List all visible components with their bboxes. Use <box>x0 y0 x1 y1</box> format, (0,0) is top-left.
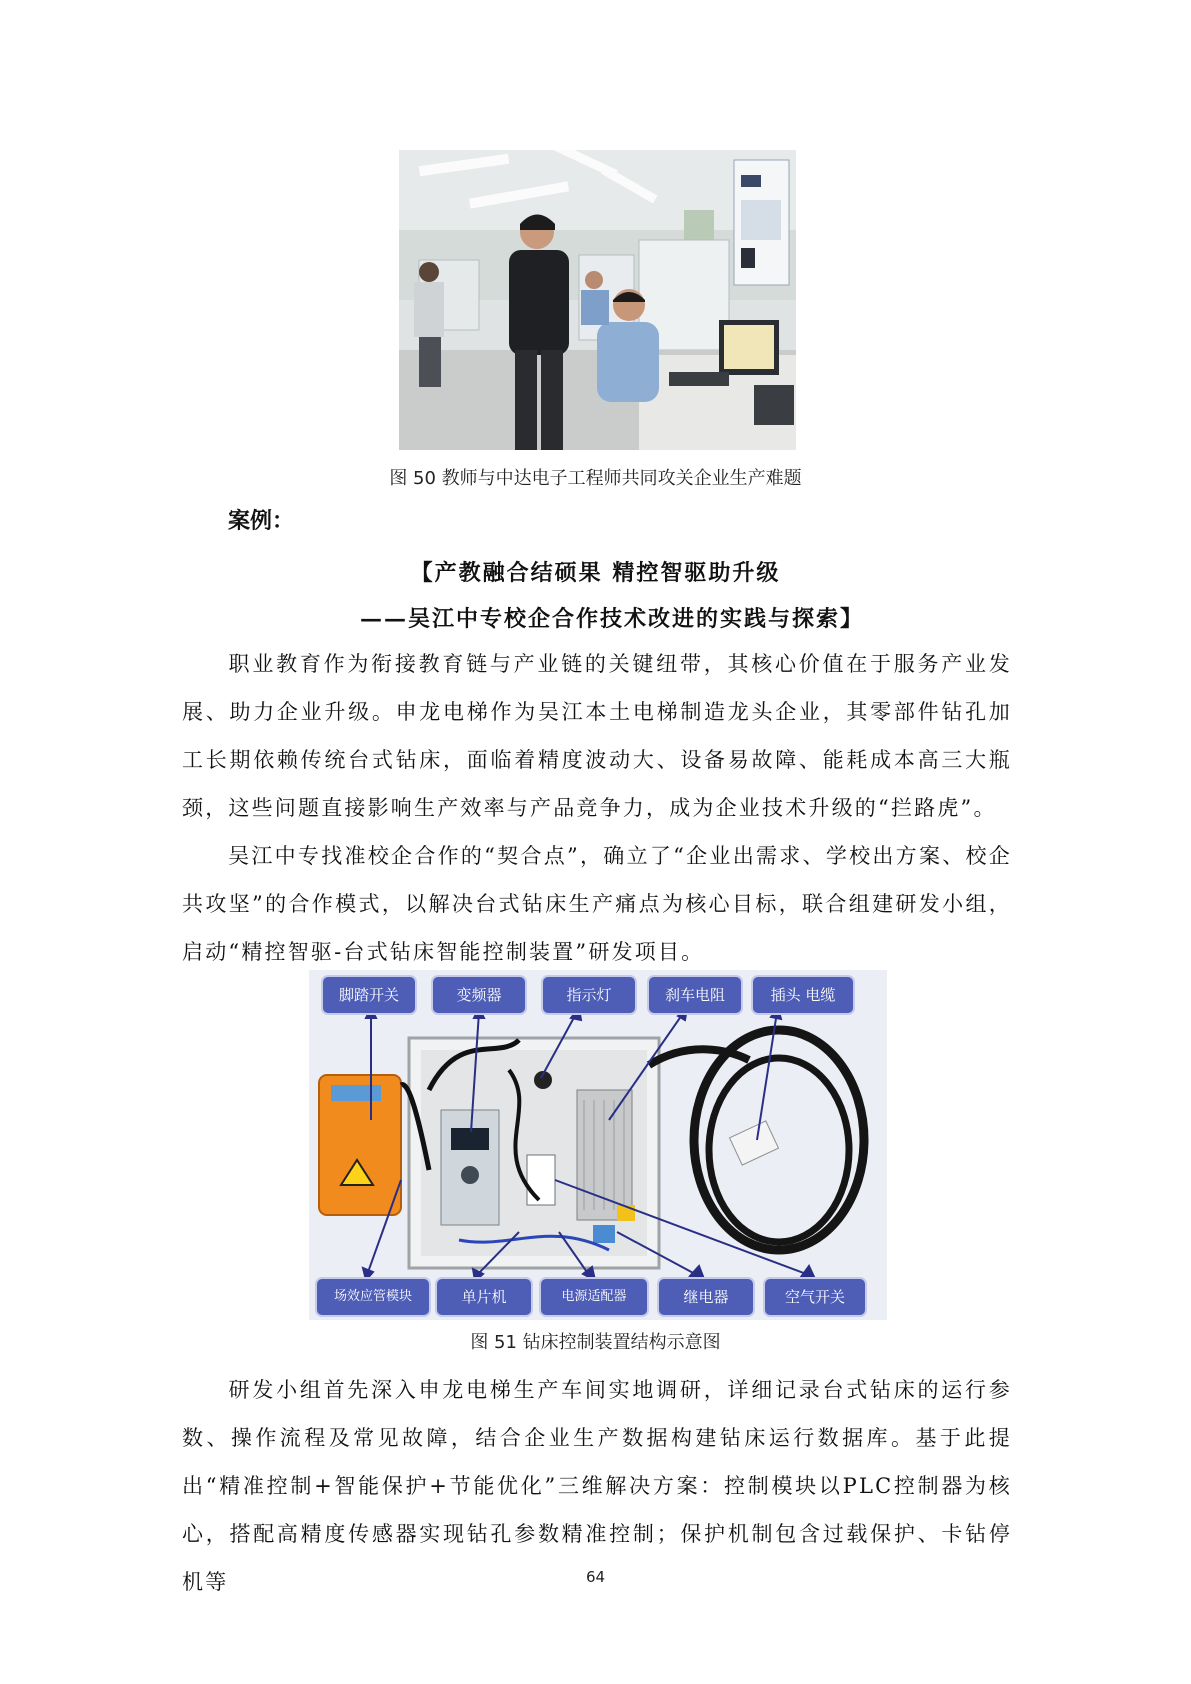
label-air-switch: 空气开关 <box>765 1279 865 1315</box>
lab-photo-illustration <box>399 150 796 450</box>
figure-50-photo <box>399 150 796 450</box>
case-title-line2: ——吴江中专校企合作技术改进的实践与探索】 <box>360 606 865 632</box>
label-relay: 继电器 <box>659 1279 753 1315</box>
paragraph-2 <box>182 832 1012 976</box>
label-frequency-converter: 变频器 <box>433 977 525 1013</box>
control-box-illustration <box>309 970 887 1320</box>
case-label: 案例： <box>228 509 295 534</box>
paragraph-3-text: 研发小组首先深入申龙电梯生产车间实地调研，详细记录台式钻床的运行参数、操作流程及常见故障，结合企业生产数据构建钻床运行数据库。基于此提出“精准控制+智能保护+节能优化”三维解决方案：控制模块以PLC控制器为核心，搭配高精度传感器实现钻孔参数精准控制；保护机制包含过载保护、卡钻停机等 <box>182 1378 1012 1594</box>
label-microcontroller: 单片机 <box>437 1279 531 1315</box>
figure-51-diagram <box>309 970 887 1320</box>
paragraph-1-text: 职业教育作为衔接教育链与产业链的关键纽带，其核心价值在于服务产业发展、助力企业升级。申龙电梯作为吴江本土电梯制造龙头企业，其零部件钻孔加工长期依赖传统台式钻床，面临着精度波动大、设备易故障、能耗成本高三大瓶颈，这些问题直接影响生产效率与产品竞争力，成为企业技术升级的“拦路虎”。 <box>182 652 1012 820</box>
label-indicator-light: 指示灯 <box>543 977 635 1013</box>
label-plug-cable: 插头 电缆 <box>753 977 853 1013</box>
page-number: 64 <box>585 1568 606 1586</box>
figure-50-caption: 图 50 教师与中达电子工程师共同攻关企业生产难题 <box>389 468 802 489</box>
label-foot-switch: 脚踏开关 <box>323 977 415 1013</box>
paragraph-2-text: 吴江中专找准校企合作的“契合点”，确立了“企业出需求、学校出方案、校企共攻坚”的合作模式，以解决台式钻床生产痛点为核心目标，联合组建研发小组，启动“精控智驱-台式钻床智能控制装置”研发项目。 <box>182 844 1012 964</box>
case-title-line1: 【产教融合结硕果 精控智驱助升级 <box>410 560 781 586</box>
label-mosfet-module: 场效应管模块 <box>317 1279 429 1315</box>
label-brake-resistor: 刹车电阻 <box>649 977 741 1013</box>
label-power-adapter: 电源适配器 <box>541 1279 647 1315</box>
paragraph-1 <box>182 640 1012 832</box>
figure-51-caption: 图 51 钻床控制装置结构示意图 <box>470 1332 721 1353</box>
